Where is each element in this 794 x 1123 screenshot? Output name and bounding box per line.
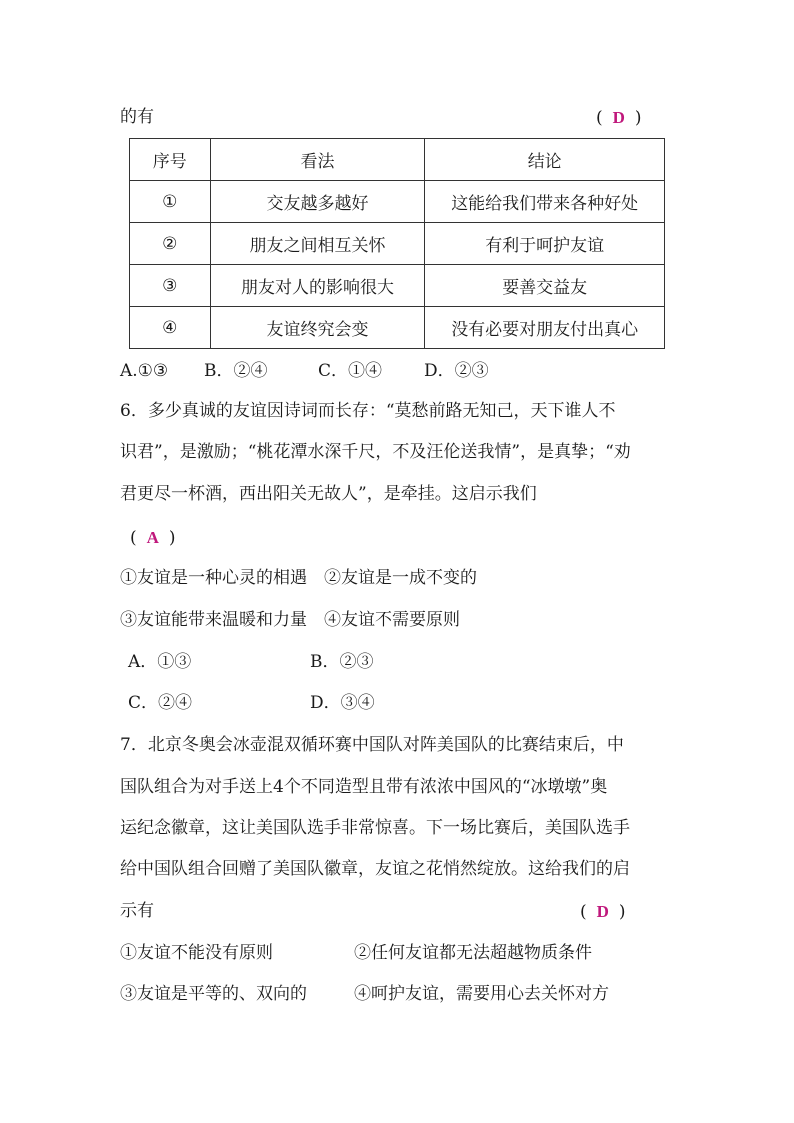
table-header: 序号 xyxy=(130,139,211,181)
q5-answer-bracket: ( D ) xyxy=(596,108,642,128)
table-cell: 这能给我们带来各种好处 xyxy=(425,181,665,223)
q7-statement-1: ①友谊不能没有原则 xyxy=(120,943,273,963)
q7-statement-3: ③友谊是平等的、双向的 xyxy=(120,984,307,1004)
table-header-row xyxy=(130,139,665,181)
table-row xyxy=(130,181,665,223)
q5-option-a: A.①③ xyxy=(120,361,169,381)
table-cell: ② xyxy=(130,223,211,265)
table-cell: ④ xyxy=(130,307,211,349)
q7-answer-bracket: ( D ) xyxy=(580,902,626,922)
q7-line-3: 运纪念徽章，这让美国队选手非常惊喜。下一场比赛后，美国队选手 xyxy=(120,818,630,838)
q6-answer-bracket: ( A ) xyxy=(130,528,176,548)
q5-stem-tail: 的有 xyxy=(120,107,154,127)
q6-line-1: 6．多少真诚的友谊因诗词而长存：“莫愁前路无知己，天下谁人不 xyxy=(120,401,616,421)
q6-option-b: B．②③ xyxy=(310,652,374,672)
q7-statement-2: ②任何友谊都无法超越物质条件 xyxy=(354,943,592,963)
table-cell: ③ xyxy=(130,265,211,307)
q6-answer: A xyxy=(146,528,159,547)
q6-line-3: 君更尽一杯酒，西出阳关无故人”，是牵挂。这启示我们 xyxy=(120,484,537,504)
q5-option-b: B．②④ xyxy=(204,361,268,381)
q5-option-c: C．①④ xyxy=(318,361,383,381)
table-cell: 友谊终究会变 xyxy=(210,307,425,349)
table-cell: 有利于呵护友谊 xyxy=(425,223,665,265)
table-cell: 朋友对人的影响很大 xyxy=(210,265,425,307)
q6-statement-2: ③友谊能带来温暖和力量 ④友谊不需要原则 xyxy=(120,610,460,630)
table-header: 看法 xyxy=(210,139,425,181)
table-row xyxy=(130,223,665,265)
table-cell: 交友越多越好 xyxy=(210,181,425,223)
table-row xyxy=(130,265,665,307)
q5-answer: D xyxy=(612,108,625,127)
q7-line-2: 国队组合为对手送上4个不同造型且带有浓浓中国风的“冰墩墩”奥 xyxy=(120,777,608,797)
table-header: 结论 xyxy=(425,139,665,181)
table-cell: 要善交益友 xyxy=(425,265,665,307)
q6-option-d: D．③④ xyxy=(310,693,375,713)
q7-statement-4: ④呵护友谊，需要用心去关怀对方 xyxy=(354,984,609,1004)
q5-table xyxy=(129,138,665,349)
q7-line-5: 示有 xyxy=(120,901,154,921)
q6-option-c: C．②④ xyxy=(128,693,193,713)
q5-option-d: D．②③ xyxy=(424,361,489,381)
q7-line-4: 给中国队组合回赠了美国队徽章，友谊之花悄然绽放。这给我们的启 xyxy=(120,859,630,879)
table-cell: 朋友之间相互关怀 xyxy=(210,223,425,265)
q7-answer: D xyxy=(596,902,609,921)
q7-line-1: 7．北京冬奥会冰壶混双循环赛中国队对阵美国队的比赛结束后，中 xyxy=(120,735,624,755)
q6-statement-1: ①友谊是一种心灵的相遇 ②友谊是一成不变的 xyxy=(120,568,477,588)
q6-line-2: 识君”，是激励；“桃花潭水深千尺，不及汪伦送我情”，是真挚；“劝 xyxy=(120,442,631,462)
table-row xyxy=(130,307,665,349)
table-cell: ① xyxy=(130,181,211,223)
q6-option-a: A．①③ xyxy=(128,652,192,672)
table-cell: 没有必要对朋友付出真心 xyxy=(425,307,665,349)
